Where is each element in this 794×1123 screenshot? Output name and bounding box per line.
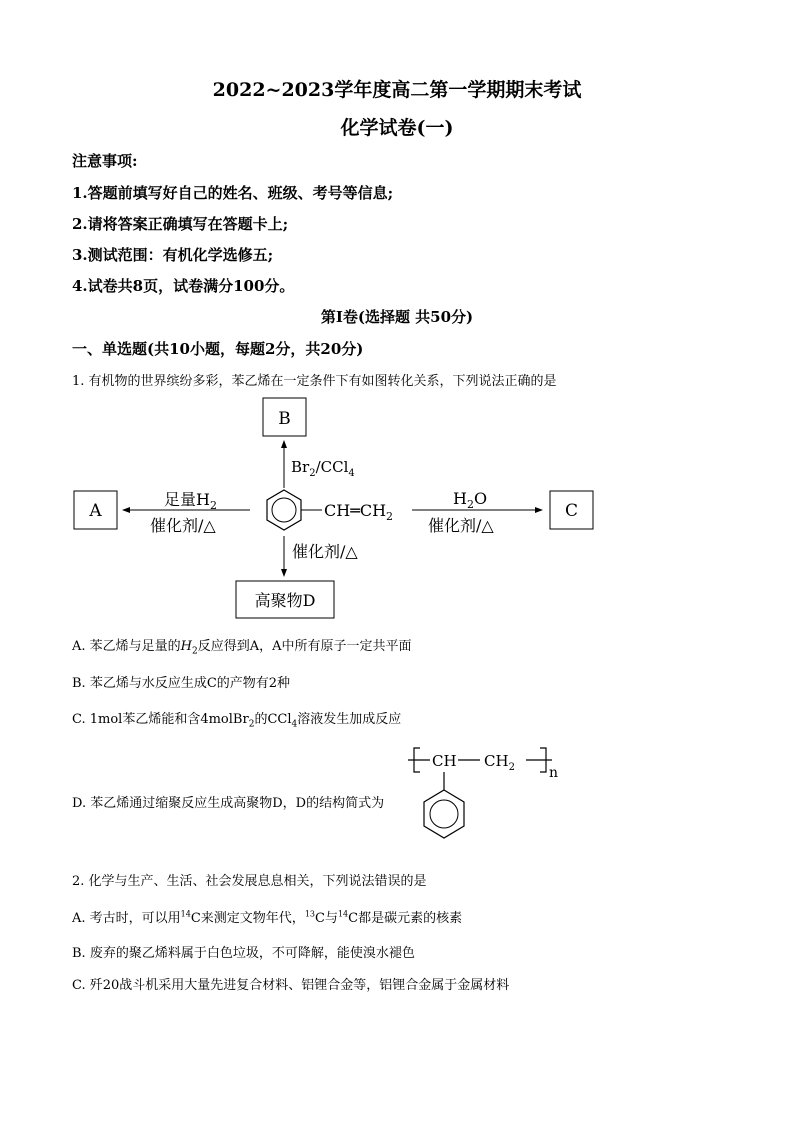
exam-title: 2022~2023学年度高二第一学期期末考试 [212, 79, 582, 101]
note-item: 4.试卷共8页，试卷满分100分。 [72, 277, 295, 295]
box-d-label: 高聚物D [254, 591, 316, 610]
question-2-stem: 2. 化学与生产、生活、社会发展息息相关，下列说法错误的是 [72, 874, 427, 889]
note-item: 2.请将答案正确填写在答题卡上; [72, 215, 289, 233]
q2-option-b: B. 废弃的聚乙烯料属于白色垃圾，不可降解，能使溴水褪色 [72, 946, 415, 961]
svg-text:CH2: $CH_2$ [484, 752, 515, 773]
section-heading: 一、单选题(共10小题，每题2分，共20分) [72, 340, 364, 358]
box-b-label: B [278, 409, 291, 429]
q2-option-a: A. 考古时，可以用$^{14}$C来测定文物年代，$^{13}$C与$^{14}$C都是碳元素的核素 [72, 909, 463, 926]
reaction-diagram [60, 392, 620, 624]
reagent-right: $H_2O$ [453, 489, 488, 511]
notes-heading: 注意事项: [72, 152, 138, 170]
arrow-right-head [535, 507, 543, 513]
reagent-left: 足量$H_2$ [164, 490, 217, 512]
svg-text:CH: CH [432, 752, 457, 770]
exam-subtitle: 化学试卷(一) [340, 117, 454, 139]
box-a-label: A [89, 501, 102, 521]
note-item: 1.答题前填写好自己的姓名、班级、考号等信息; [72, 184, 394, 202]
arrow-up-head [281, 440, 287, 448]
catalyst-down: 催化剂/△ [292, 542, 358, 561]
svg-text:n: n [549, 765, 559, 781]
option-b: B. 苯乙烯与水反应生成C的产物有2种 [72, 676, 291, 691]
part-title: 第I卷(选择题 共50分) [320, 308, 474, 326]
reagent-up: $Br_2/CCl_4$ [291, 458, 355, 479]
q2-option-c: C. 歼20战斗机采用大量先进复合材料、铝锂合金等，铝锂合金属于金属材料 [72, 978, 510, 993]
vinyl-group: $CH═CH_2$ [324, 501, 394, 523]
arrow-left-head [122, 507, 130, 513]
catalyst-left: 催化剂/△ [150, 516, 216, 535]
option-c: C. 1mol苯乙烯能和含4molBr$_2$的CCl$_4$溶液发生加成反应 [72, 712, 402, 730]
option-d: D. 苯乙烯通过缩聚反应生成高聚物D，D的结构简式为 [72, 796, 385, 811]
catalyst-right: 催化剂/△ [428, 516, 494, 535]
arrow-down-head [281, 569, 287, 577]
question-1-stem: 1. 有机物的世界缤纷多彩，苯乙烯在一定条件下有如图转化关系，下列说法正确的是 [72, 374, 557, 389]
note-item: 3.测试范围：有机化学选修五; [72, 246, 274, 264]
benzene-circle [272, 498, 296, 522]
option-a: A. 苯乙烯与足量的$H_2$反应得到A，A中所有原子一定共平面 [72, 639, 412, 657]
polystyrene-structure [408, 742, 578, 854]
box-c-label: C [564, 501, 579, 521]
